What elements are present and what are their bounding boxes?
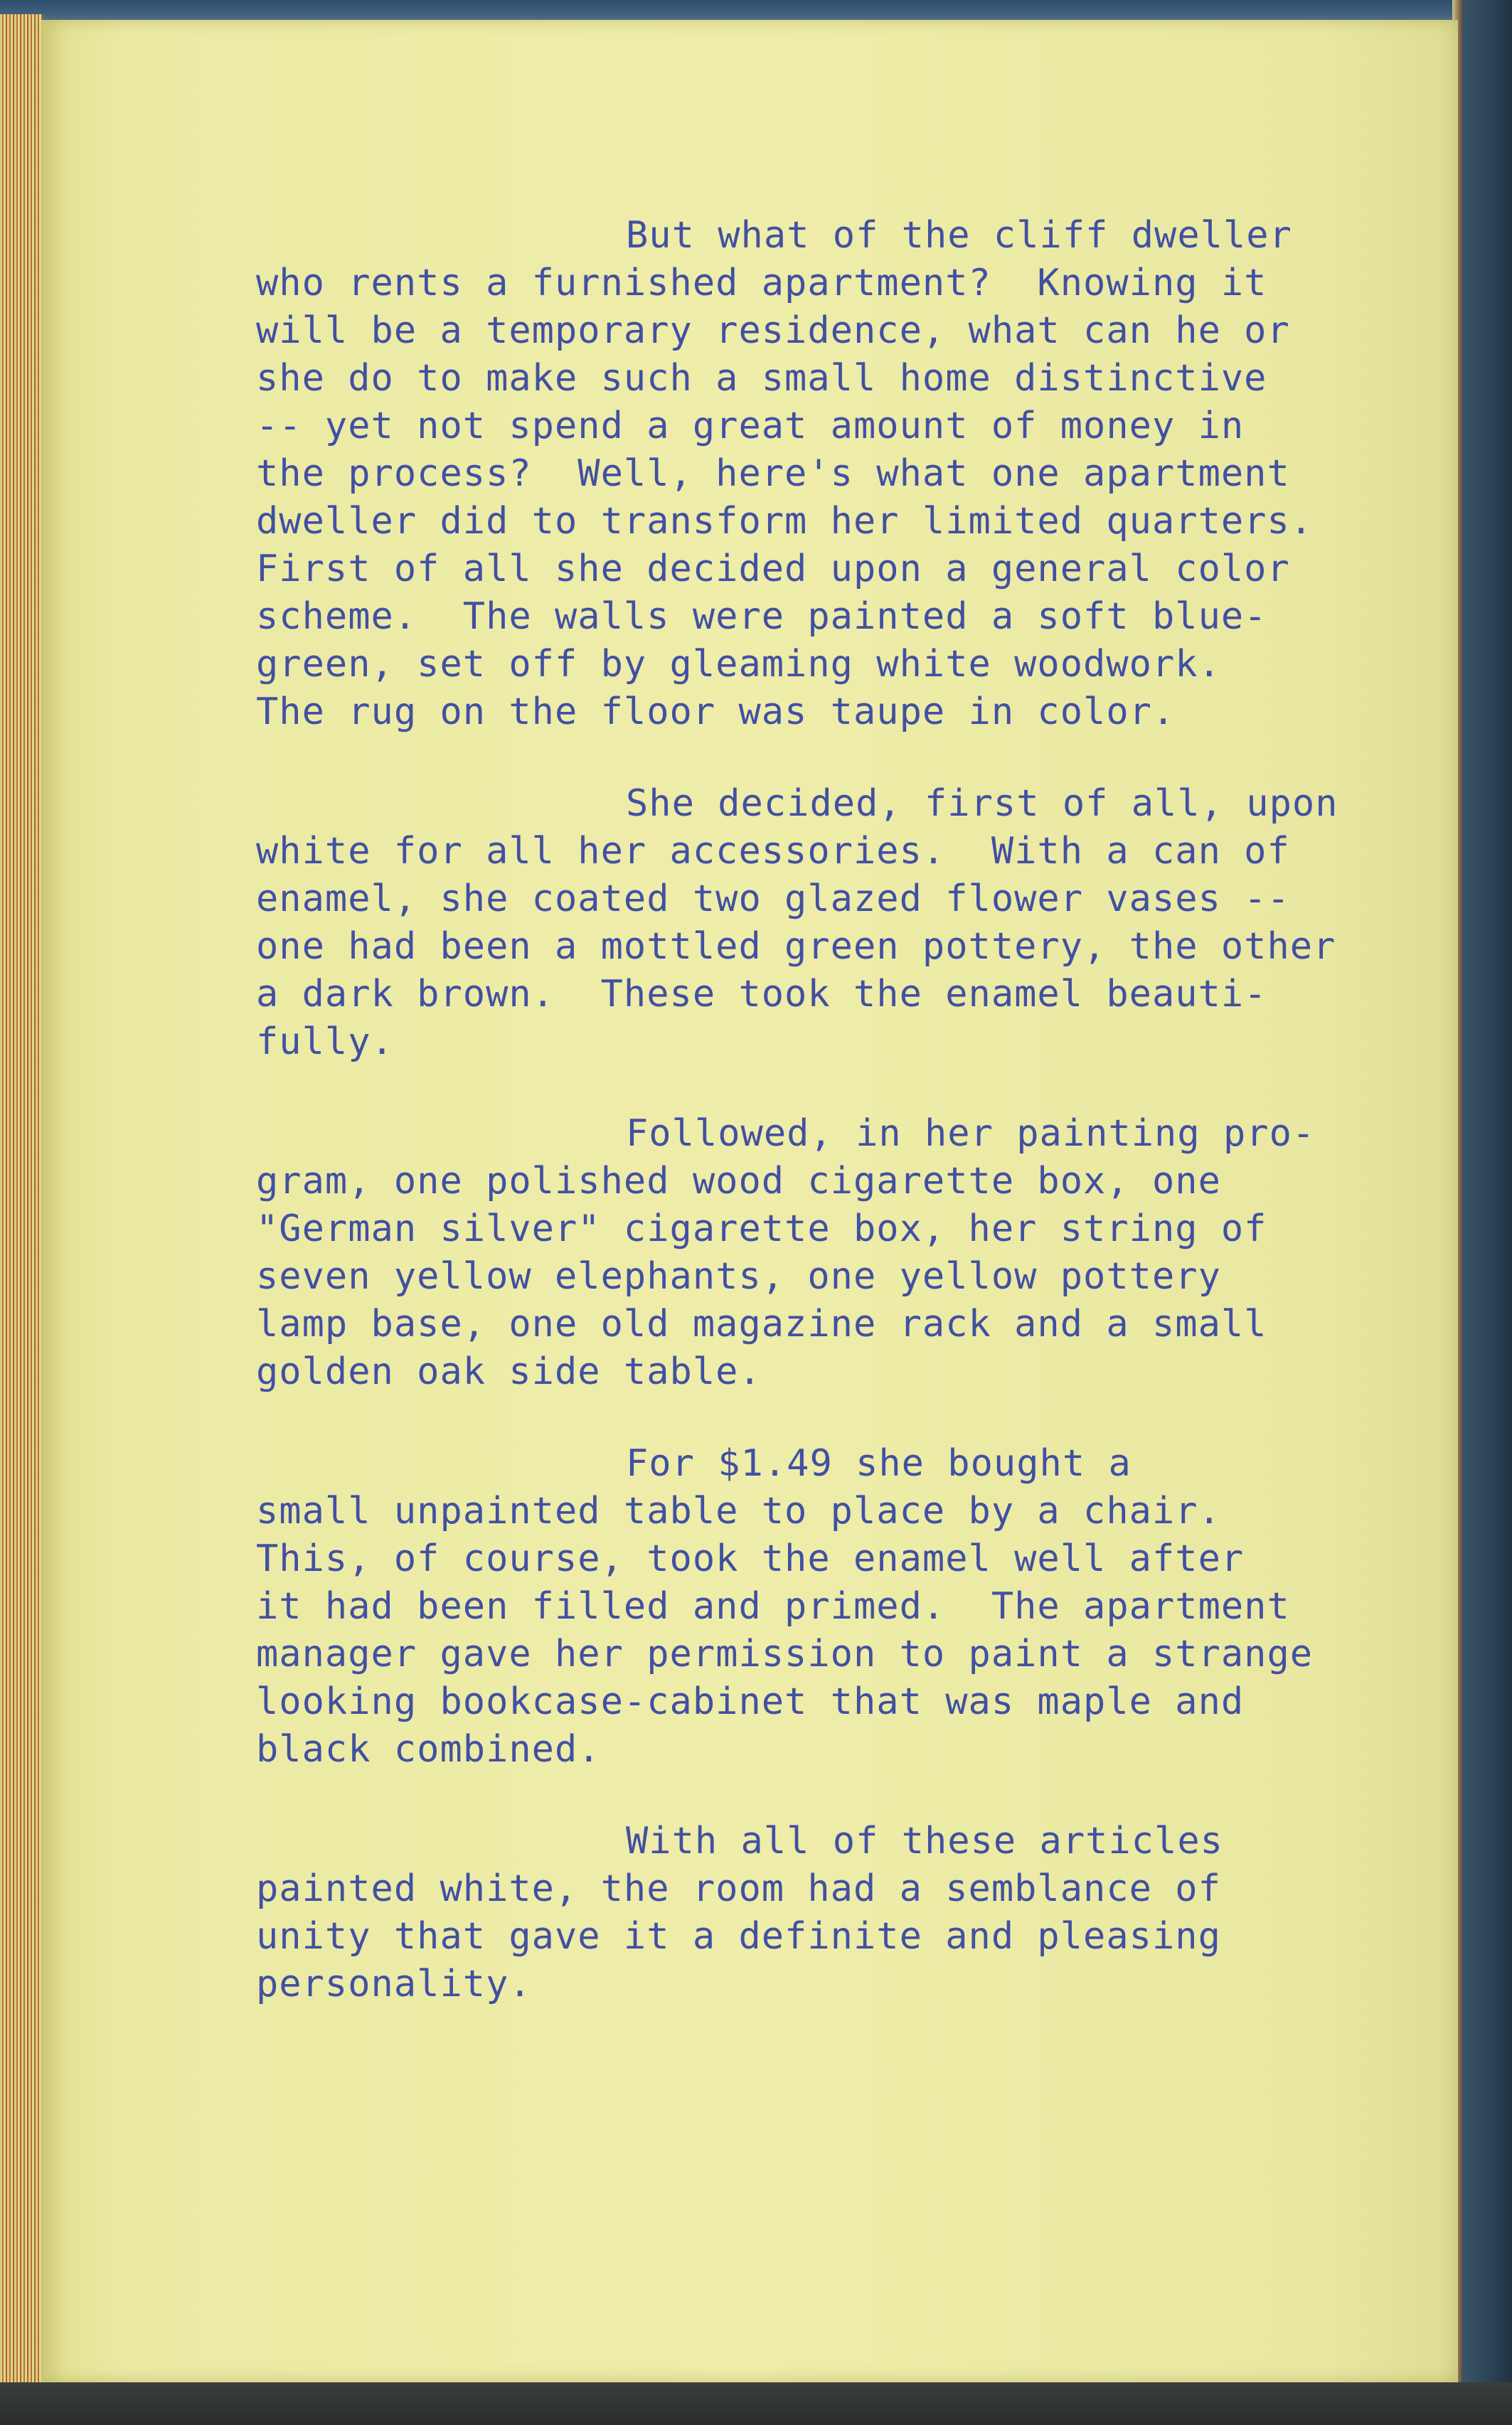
text-line: With all of these articles [626,1820,1223,1862]
text-line: will be a temporary residence, what can he or [256,309,1290,352]
paragraph-5 [256,1818,1465,2008]
page-stack-edge [0,14,43,2389]
text-line: The rug on the floor was taupe in color. [256,691,1176,733]
text-line: enamel, she coated two glazed flower vases -- [256,878,1290,920]
book-cover-edge [1462,0,1512,2425]
text-line: looking bookcase-cabinet that was maple and [256,1680,1245,1723]
text-line: a dark brown. These took the enamel beauti- [256,973,1267,1016]
text-line: small unpainted table to place by a chair. [256,1490,1221,1533]
text-line: painted white, the room had a semblance of [256,1867,1221,1910]
text-line: scheme. The walls were painted a soft blue- [256,595,1267,638]
text-line: Followed, in her painting pro- [626,1112,1316,1155]
text-line: -- yet not spend a great amount of money in [256,405,1245,447]
top-binding-edge [0,0,1512,21]
text-line: white for all her accessories. With a can of [256,830,1290,873]
text-line: First of all she decided upon a general color [256,548,1290,590]
text-line: This, of course, took the enamel well after [256,1537,1245,1580]
text-line: seven yellow elephants, one yellow pottery [256,1255,1221,1298]
paragraph-1 [256,212,1465,736]
paragraph-2 [256,780,1465,1066]
text-line: lamp base, one old magazine rack and a small [256,1303,1267,1345]
text-line: one had been a mottled green pottery, the other [256,925,1336,968]
paragraph-3 [256,1110,1465,1396]
typed-text-body [256,212,1465,2052]
text-line: golden oak side table. [256,1350,762,1393]
text-line: she do to make such a small home distinctive [256,357,1267,400]
text-line: the process? Well, here's what one apartment [256,452,1290,495]
text-line: She decided, first of all, upon [626,782,1338,825]
text-line: But what of the cliff dweller [626,214,1292,257]
text-line: green, set off by gleaming white woodwork. [256,643,1221,686]
typewritten-page [41,20,1458,2382]
text-line: unity that gave it a definite and pleasing [256,1915,1221,1958]
text-line: personality. [256,1963,532,2005]
text-line: manager gave her permission to paint a strange [256,1633,1314,1675]
bottom-shadow [0,2382,1512,2425]
text-line: gram, one polished wood cigarette box, one [256,1160,1221,1203]
text-line: it had been filled and primed. The apartment [256,1585,1290,1628]
text-line: For $1.49 she bought a [626,1442,1132,1485]
text-line: black combined. [256,1728,601,1771]
text-line: dweller did to transform her limited quarters. [256,500,1314,543]
text-line: "German silver" cigarette box, her string of [256,1208,1267,1250]
text-line: who rents a furnished apartment? Knowing it [256,262,1267,304]
paragraph-4 [256,1440,1465,1774]
text-line: fully. [256,1020,394,1063]
